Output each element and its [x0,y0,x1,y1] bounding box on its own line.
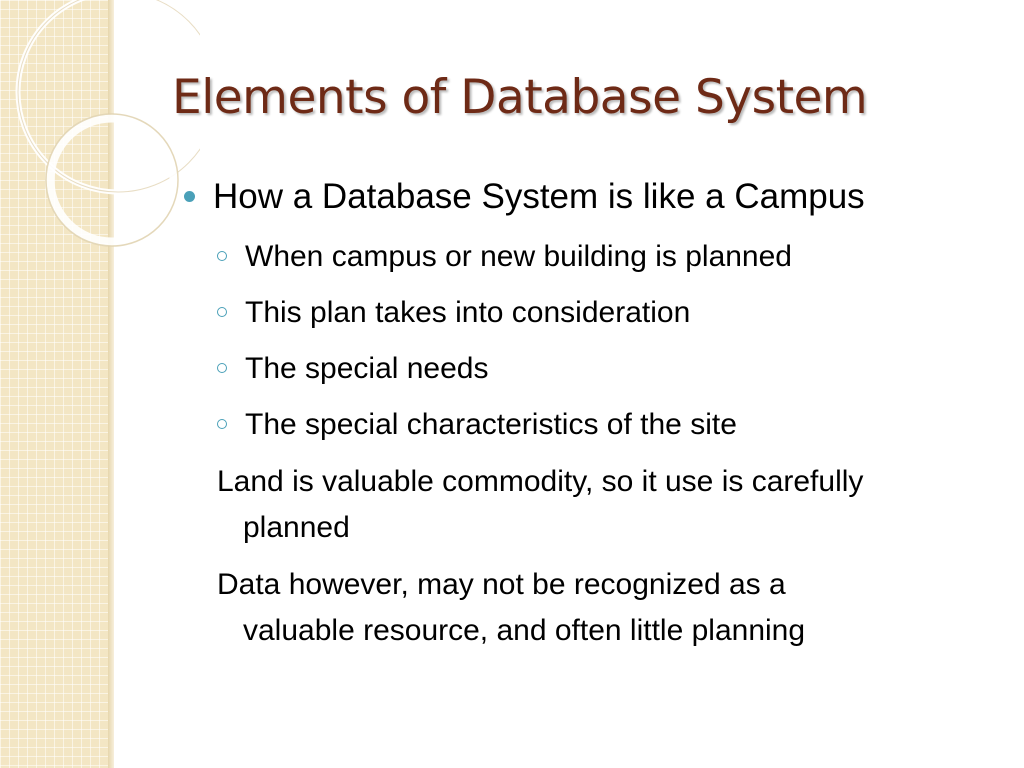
decorative-circles [0,0,200,260]
paragraph [217,562,1007,654]
ring-bullet-icon [217,363,227,373]
sub-bullet-text: The special characteristics of the site [245,408,737,441]
sub-bullet-text: When campus or new building is planned [245,240,792,273]
main-bullet-text: How a Database System is like a Campus [213,177,865,216]
ring-bullet-icon [217,251,227,261]
ring-bullet-icon [217,419,227,429]
sub-bullet-text: This plan takes into consideration [245,296,691,329]
paragraph-line: planned [243,511,350,544]
paragraph [217,459,1007,551]
bullet-dot-icon [184,191,195,202]
paragraph-line: valuable resource, and often little planning [243,614,806,647]
ring-bullet-icon [217,307,227,317]
slide-title: Elements of Database System [172,70,868,125]
sub-bullet-text: The special needs [245,352,489,385]
paragraph-line: Land is valuable commodity, so it use is carefully [217,465,864,498]
paragraph-line: Data however, may not be recognized as a [217,568,786,601]
